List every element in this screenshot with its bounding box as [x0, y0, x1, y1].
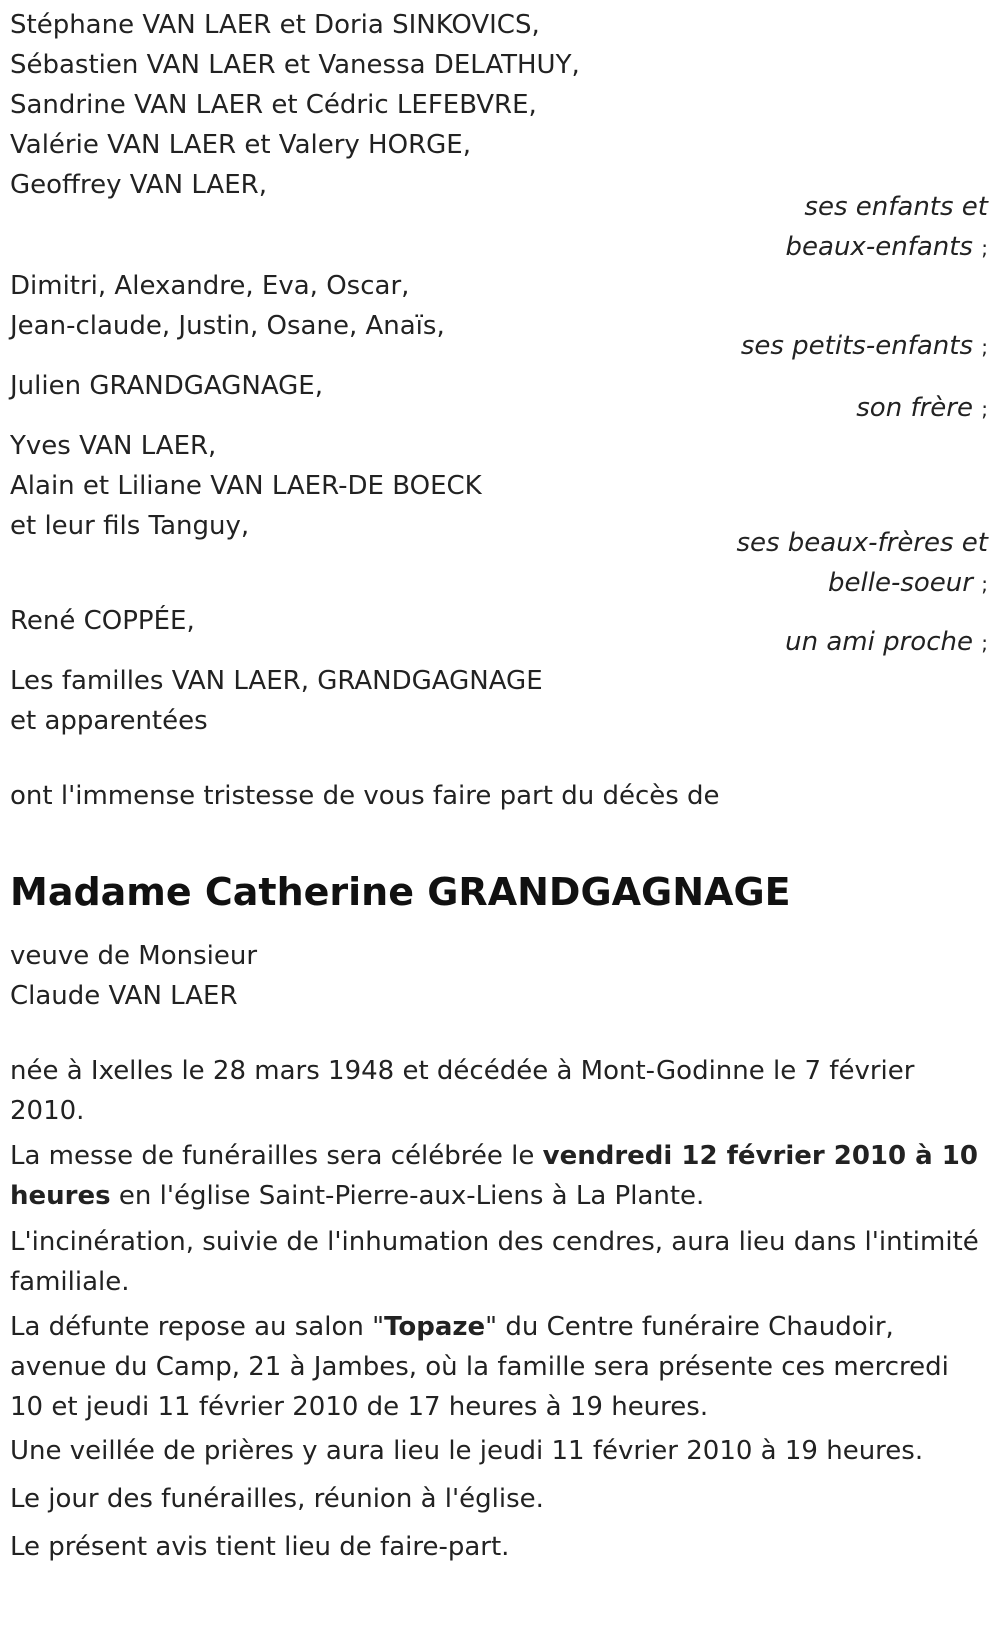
funeral-mass-date: vendredi 12 février 2010 à 10 heures — [10, 1141, 978, 1211]
announcement-text: ont l'immense tristesse de vous faire part du décès de — [10, 781, 720, 811]
funeral-day-paragraph: Le jour des funérailles, réunion à l'église. — [10, 1484, 544, 1514]
children-list — [10, 5, 580, 205]
inlaws-list: Yves VAN LAER, Alain et Liliane VAN LAER-DE BOECK et leur fils Tanguy, — [10, 431, 482, 541]
notice-paragraph: Le présent avis tient lieu de faire-part. — [10, 1532, 510, 1562]
friend-role: un ami proche ; — [785, 627, 988, 657]
funeral-mass-paragraph: La messe de funérailles sera célébrée le vendredi 12 février 2010 à 10 heures en l'église Saint-Pierre-aux-Liens à La Plante. — [10, 1141, 978, 1211]
children-line-2: Sébastien VAN LAER et Vanessa DELATHUY, — [10, 50, 580, 80]
children-line-1: Stéphane VAN LAER et Doria SINKOVICS, — [10, 10, 540, 40]
cremation-paragraph: L'incinération, suivie de l'inhumation des cendres, aura lieu dans l'intimité familiale. — [10, 1227, 979, 1297]
salon-name: Topaze — [384, 1312, 486, 1342]
birth-death-paragraph: née à Ixelles le 28 mars 1948 et décédée à Mont-Godinne le 7 février 2010. — [10, 1056, 915, 1126]
children-line-4: Valérie VAN LAER et Valery HORGE, — [10, 130, 471, 160]
children-role: ses enfants et beaux-enfants ; — [785, 192, 988, 262]
friend-name: René COPPÉE, — [10, 606, 195, 636]
deceased-name: Madame Catherine GRANDGAGNAGE — [10, 870, 791, 914]
families-list: Les familles VAN LAER, GRANDGAGNAGE et apparentées — [10, 666, 543, 736]
children-line-3: Sandrine VAN LAER et Cédric LEFEBVRE, — [10, 90, 537, 120]
widow-of: veuve de Monsieur Claude VAN LAER — [10, 941, 258, 1011]
inlaws-role: ses beaux-frères et belle-soeur ; — [736, 528, 988, 598]
viewing-paragraph: La défunte repose au salon "Topaze" du Centre funéraire Chaudoir, avenue du Camp, 21 à Jambes, où la famille sera présente ces mercredi 10 et jeudi 11 février 2010 de 17 heures à 19 heures. — [10, 1312, 949, 1422]
grandchildren-role: ses petits-enfants ; — [740, 331, 988, 361]
children-line-5: Geoffrey VAN LAER, — [10, 170, 267, 200]
grandchildren-list: Dimitri, Alexandre, Eva, Oscar, Jean-claude, Justin, Osane, Anaïs, — [10, 271, 445, 341]
brother-name: Julien GRANDGAGNAGE, — [10, 371, 323, 401]
vigil-paragraph: Une veillée de prières y aura lieu le jeudi 11 février 2010 à 19 heures. — [10, 1436, 924, 1466]
brother-role: son frère ; — [856, 393, 988, 423]
